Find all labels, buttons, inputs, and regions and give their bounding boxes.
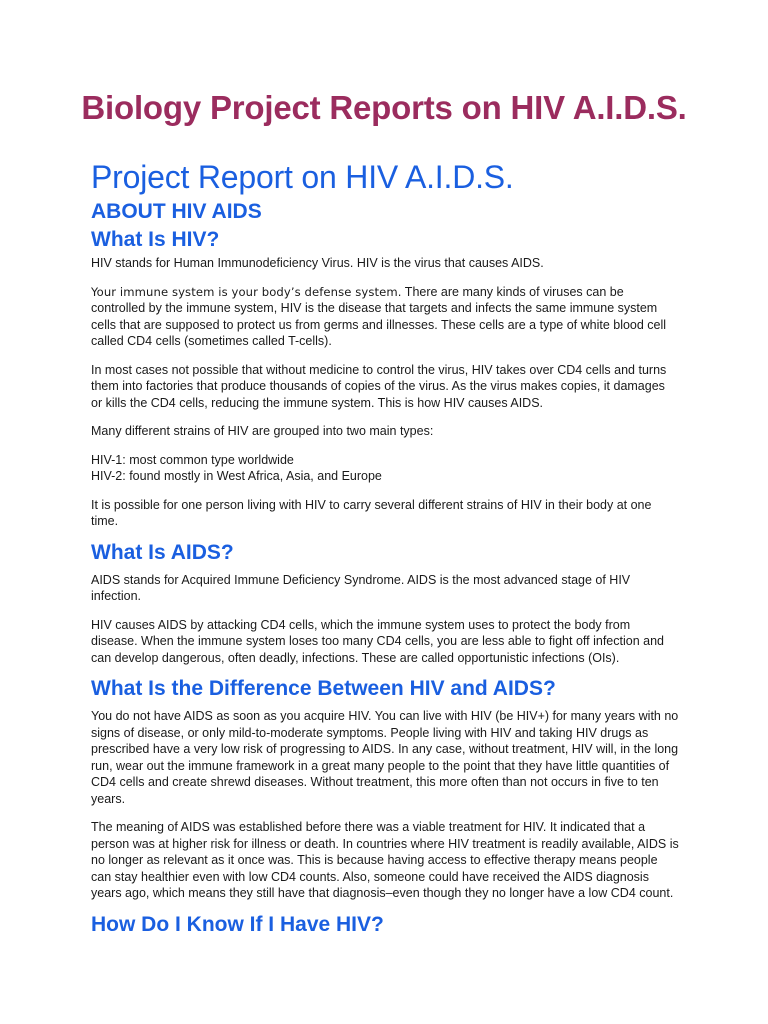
paragraph-lead: Your immune system is your body’s defense system. [91,284,402,299]
paragraph [91,284,679,350]
paragraph: You do not have AIDS as soon as you acquire HIV. You can live with HIV (be HIV+) for many years with no signs of disease, or only mild-to-moderate symptoms. People living with HIV and taking HIV drugs as prescribed have a very low risk of progressing to AIDS. In any case, without treatment, HIV will, in the long run, wear out the immune framework in a great many people to the point that they have little quantities of CD4 cells and create shrewd diseases. Without treatment, this more often than not occurs in five to ten years. [91,709,679,806]
document-main-title: Biology Project Reports on HIV A.I.D.S. [81,89,687,126]
section-heading-difference: What Is the Difference Between HIV and AIDS? [91,677,556,700]
paragraph: AIDS stands for Acquired Immune Deficiency Syndrome. AIDS is the most advanced stage of HIV infection. [91,572,631,603]
about-heading: ABOUT HIV AIDS [91,200,262,223]
list-item: HIV-1: most common type worldwide [91,452,294,467]
paragraph: Many different strains of HIV are grouped into two main types: [91,424,434,438]
list-item: HIV-2: found mostly in West Africa, Asia, and Europe [91,469,382,483]
paragraph: The meaning of AIDS was established before there was a viable treatment for HIV. It indicated that a person was at higher risk for illness or death. In countries where HIV treatment is readily available, AIDS is no longer as relevant as it once was. This is because having access to effective therapy means people can stay healthier even with low CD4 counts. Also, someone could have received the AIDS diagnosis years ago, which means they still have that diagnosis–even though they no longer have a low CD4 count. [91,820,679,900]
paragraph: HIV stands for Human Immunodeficiency Virus. HIV is the virus that causes AIDS. [91,256,544,270]
report-title: Project Report on HIV A.I.D.S. [91,159,514,195]
paragraph-rest: There are many kinds of viruses can be controlled by the immune system, HIV is the disease that targets and infects the same immune system cells that are supposed to protect us from germs and illnesses. These cells are a type of white blood cell called CD4 cells (sometimes called T-cells). [91,284,667,348]
paragraph: It is possible for one person living with HIV to carry several different strains of HIV in their body at one time. [91,497,652,528]
section-heading-what-is-aids: What Is AIDS? [91,540,234,564]
paragraph: HIV causes AIDS by attacking CD4 cells, which the immune system uses to protect the body from disease. When the immune system loses too many CD4 cells, you are less able to fight off infection and can develop dangerous, often deadly, infections. These are called opportunistic infections (OIs). [91,617,664,665]
document-body [91,156,679,940]
section-heading-how-know: How Do I Know If I Have HIV? [91,912,384,936]
paragraph: In most cases not possible that without medicine to control the virus, HIV takes over CD4 cells and turns them into factories that produce thousands of copies of the virus. As the virus makes copies, it damages or kills the CD4 cells, reducing the immune system. This is how HIV causes AIDS. [91,362,667,410]
section-heading-what-is-hiv: What Is HIV? [91,228,220,251]
